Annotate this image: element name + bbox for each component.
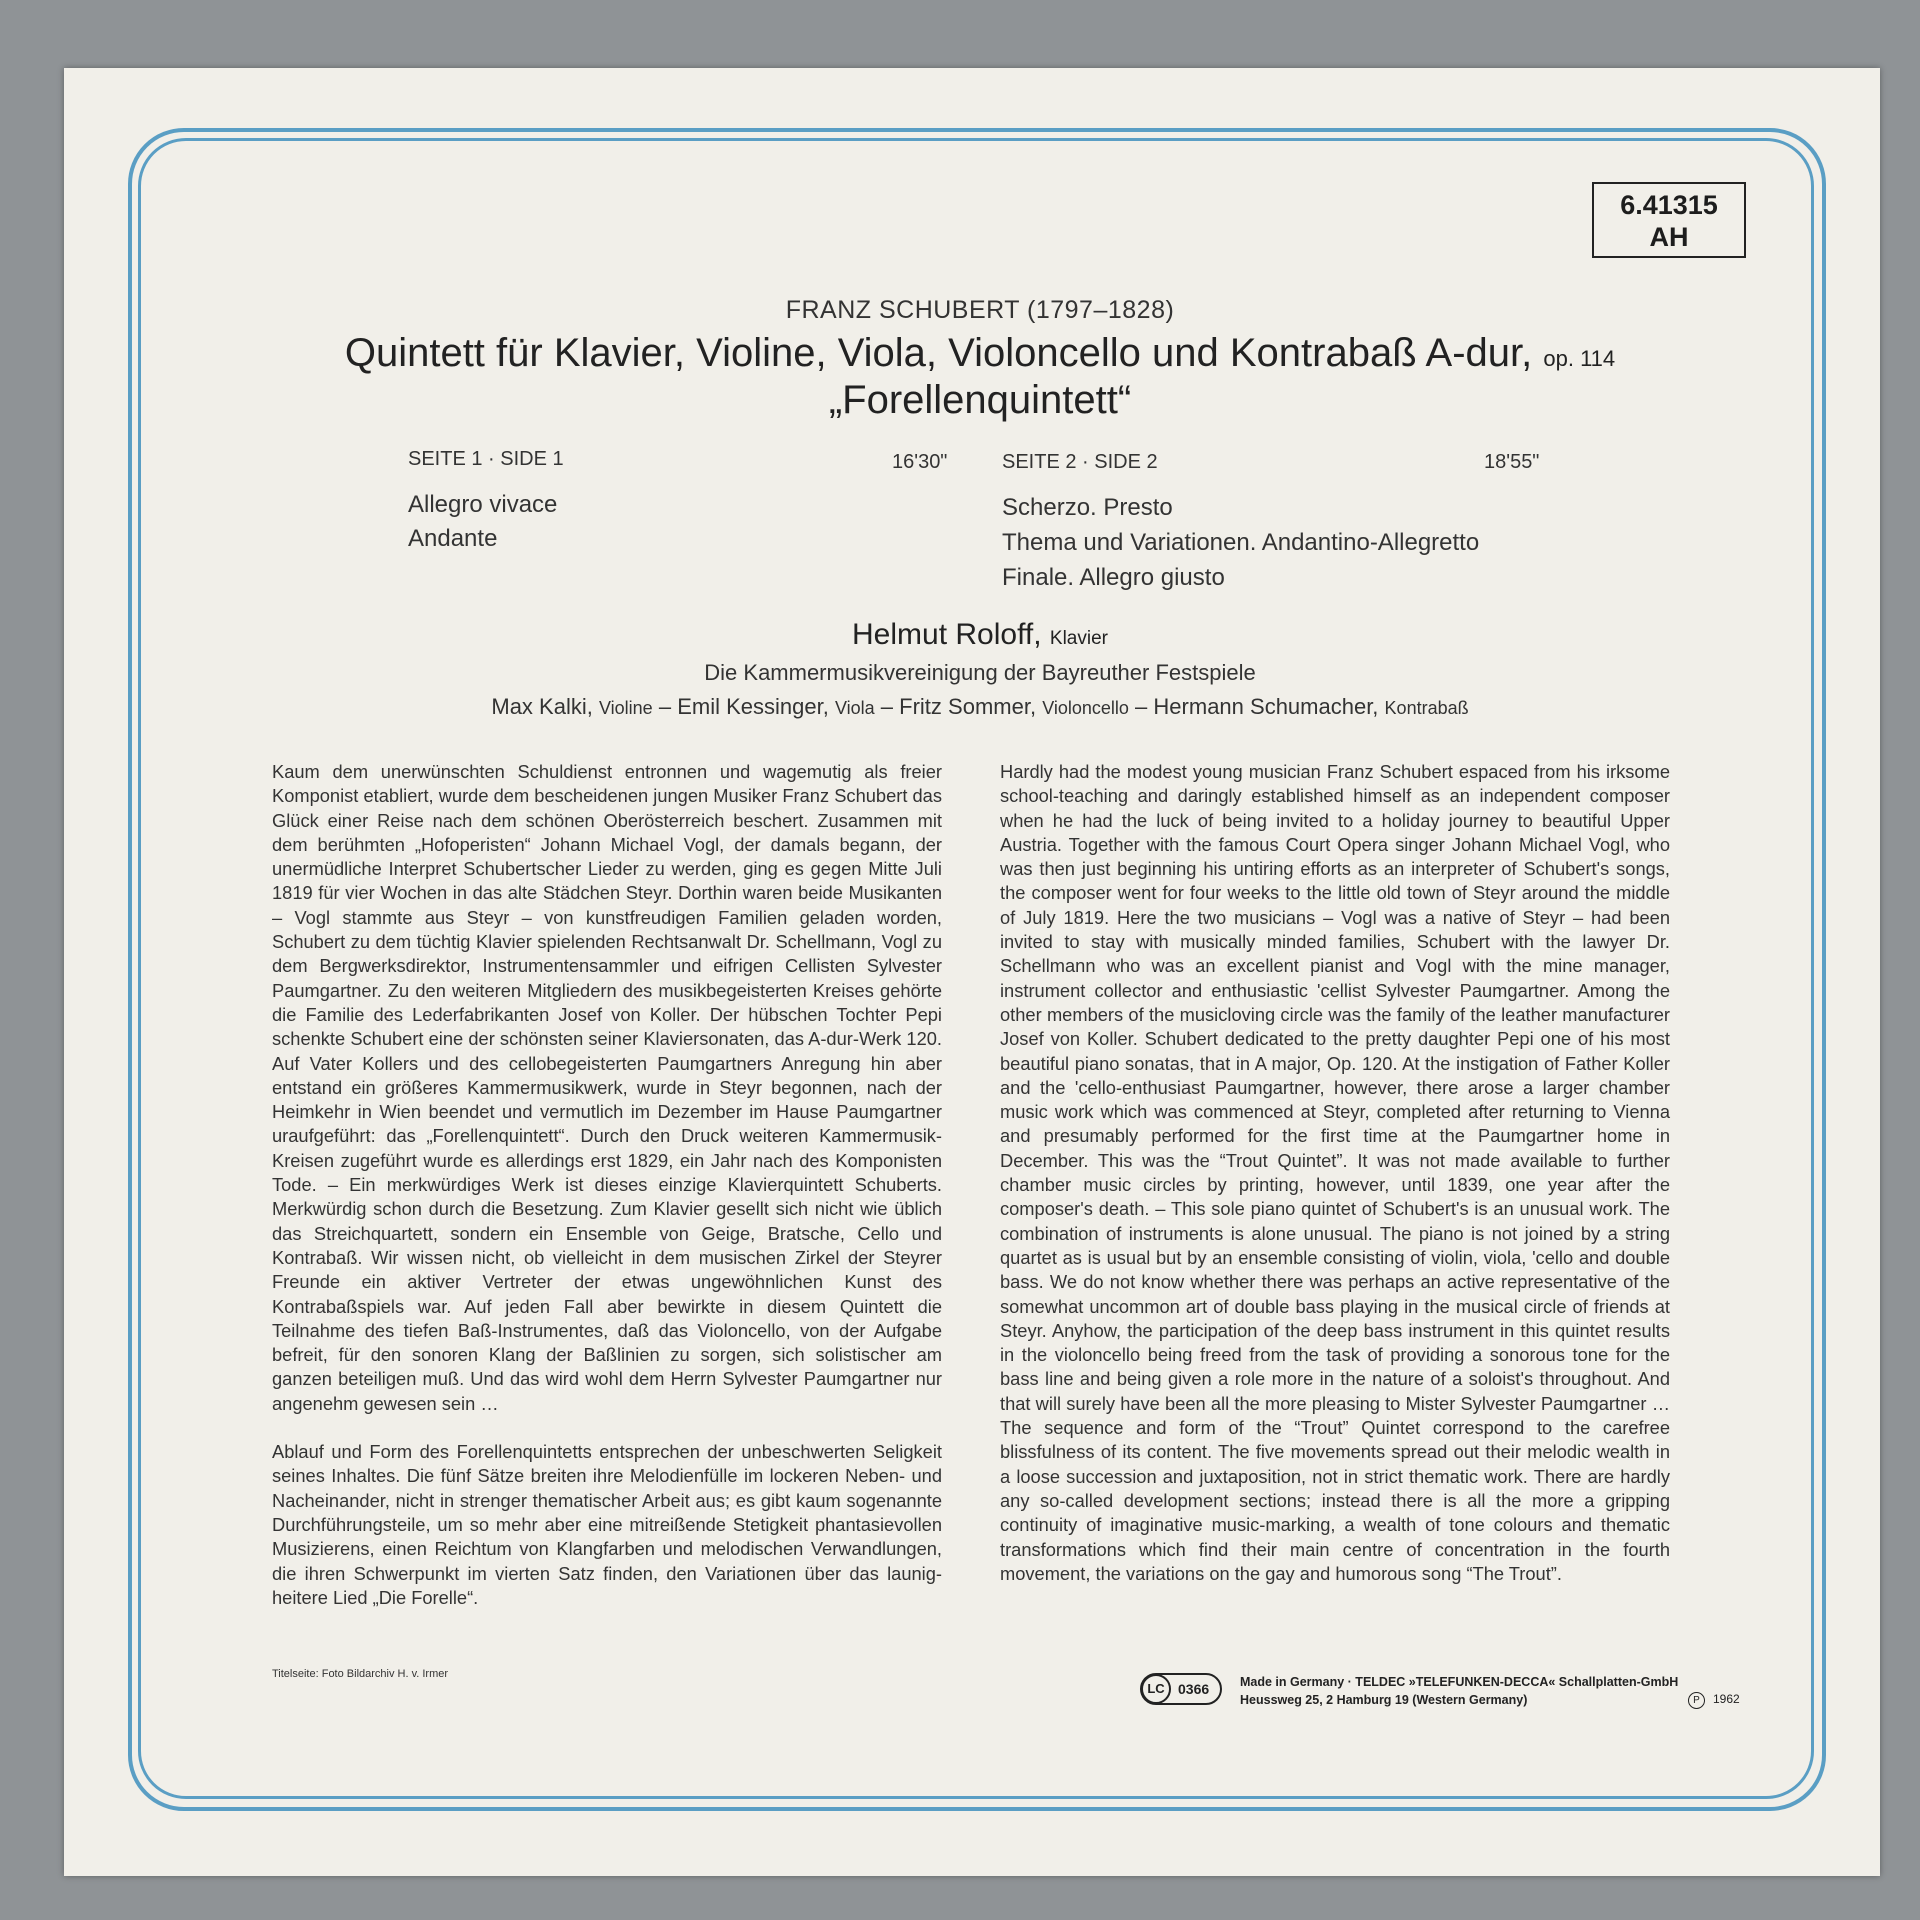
catalog-suffix: AH [1649,222,1689,252]
side1-movement: Andante [408,525,498,552]
separator: – [880,694,894,719]
phonogram-icon: P [1688,1692,1705,1709]
side1-duration: 16'30" [892,451,948,473]
member-role: Violine [598,698,653,718]
lc-number: 0366 [1178,1681,1210,1697]
side1-movement: Allegro vivace [408,491,558,518]
work-title [0,330,1920,382]
soloist [0,618,1920,652]
side1-header: SEITE 1 · SIDE 1 [408,448,564,470]
side2-header: SEITE 2 · SIDE 2 [1002,451,1158,473]
work-title-main: Quintett für Klavier, Violine, Viola, Violoncello und Kontrabaß A-dur, [344,331,1533,375]
side2-duration: 18'55" [1484,451,1540,473]
ensemble-members [0,694,1920,720]
composer: FRANZ SCHUBERT (1797–1828) [785,296,1175,324]
notes-paragraph: Ablauf und Form des Forellenquintetts entsprechen der unbeschwerten Seligkeit seines Inhaltes. Die fünf Sätze breiten ihre Melodienfülle im lockeren Neben- und Nacheinander, nicht in strenger thematischer Arbeit aus; es gibt kaum sogenannte Durchführungsteile, um so mehr aber eine mitreißende Stetigkeit phantasievollen Musizierens, einen Reichtum von Klangfarben und melodischen Verwandlungen, die ihren Schwerpunkt im vierten Satz finden, den Variationen über das launig-heitere Lied „Die Forelle“. [272,1441,942,1608]
label-code-badge [1140,1673,1222,1705]
member-name: Emil Kessinger, [677,694,829,719]
notes-german [272,760,942,1634]
member-name: Fritz Sommer, [899,694,1037,719]
label-line-2: Heussweg 25, 2 Hamburg 19 (Western Germany) [1240,1693,1528,1707]
side2-movement: Finale. Allegro giusto [1002,564,1225,591]
member-name: Max Kalki, [491,694,593,719]
lc-letters: LC [1141,1674,1171,1704]
side2-movement: Thema und Variationen. Andantino-Allegretto [1002,529,1480,556]
side2-movement: Scherzo. Presto [1002,494,1173,521]
member-name: Hermann Schumacher, [1153,694,1379,719]
work-subtitle: „Forellenquintett“ [828,378,1132,422]
notes-english [1000,760,1670,1610]
notes-paragraph: Kaum dem unerwünschten Schuldienst entronnen und wagemutig als freier Komponist etabliert, wurde dem bescheidenen jungen Musiker Franz Schubert das Glück einer Reise nach dem schönen Oberösterreich beschert. Zusammen mit dem berühmten „Hofoperisten“ Johann Michael Vogl, der damals begann, der unermüdliche Interpret Schubertscher Lieder zu werden, ging es gegen Mitte Juli 1819 für vier Wochen in das alte Städchen Steyr. Dorthin waren beide Musikanten – Vogl stammte aus Steyr – von kunstfreudigen Familien geladen worden, Schubert zu dem tüchtig Klavier spielenden Rechtsanwalt Dr. Schellmann, Vogl zu dem Bergwerksdirektor, Instrumentensammler und eifrigen Cellisten Sylvester Paumgartner. Zu den weiteren Mitgliedern des musikbegeisterten Kreises gehörte die Familie des Lederfabrikanten Josef von Koller. Der hübschen Tochter Pepi schenkte Schubert eine der schönsten seiner Klaviersonaten, das A-dur-Werk 120. Auf Vater Kollers und des cellobegeisterten Paumgartners Anregung hin aber entstand ein größeres Kammermusikwerk, wurde in Steyr begonnen, nach der Heimkehr in Wien beendet und vermutlich im Dezember im Hause Paumgartner uraufgeführt: das „Forellenquintett“. Durch den Druck weiteren Kammermusik-Kreisen zugeführt wurde es allerdings erst 1829, ein Jahr nach des Komponisten Tode. – Ein merkwürdiges Werk ist dieses einzige Klavierquintett Schuberts. Merkwürdig schon durch die Besetzung. Zum Klavier gesellt sich nicht wie üblich das Streichquartett, sondern ein Ensemble von Geige, Bratsche, Cello und Kontrabaß. Wir wissen nicht, ob vielleicht in dem musischen Zirkel der Steyrer Freunde ein aktiver Vertreter der etwas ungewöhnlichen Kunst des Kontrabaßspiels war. Auf jeden Fall aber bewirkte in diesem Quintett die Teilnahme des tiefen Baß-Instrumentes, daß das Violoncello, von der Aufgabe befreit, für den sonoren Klang der Baßlinien zu sorgen, sich solistischer am ganzen beteiligen muß. Und das wird wohl dem Herrn Sylvester Paumgartner nur angenehm gewesen sein … [272,761,942,1414]
ensemble-name: Die Kammermusikvereinigung der Bayreuther Festspiele [704,660,1256,685]
opus-number: op. 114 [1543,346,1616,371]
soloist-name: Helmut Roloff, [852,618,1042,651]
notes-paragraph: Hardly had the modest young musician Franz Schubert espaced from his irksome school-teaching and daringly established himself as an independent composer when he had the luck of being invited to a holiday journey to beautiful Upper Austria. Together with the famous Court Opera singer Johann Michael Vogl, who was then just beginning his untiring efforts as an interpreter of Schubert's songs, the composer went for four weeks to the little old town of Steyr around the middle of July 1819. Here the two musicians – Vogl was a native of Steyr – had been invited to stay with musically minded families, Schubert with the lawyer Dr. Schellmann who was an excellent pianist and Vogl with the mine manager, instrument collector and enthusiastic 'cellist Sylvester Paumgartner. Among the other members of the musicloving circle was the family of the leather manufacturer Josef von Koller. Schubert dedicated to the pretty daughter Pepi one of his most beautiful piano sonatas, that in A major, Op. 120. At the instigation of Father Koller and the 'cello-enthusiast Paumgartner, however, there arose a larger chamber music work which was commenced at Steyr, completed after returning to Vienna and presumably performed for the first time at the Paumgartner home in December. This was the “Trout Quintet”. It was not made available to further chamber music circles by printing, however, until 1839, one year after the composer's death. – This sole piano quintet of Schubert's is an unusual work. The combination of instruments is alone unusual. The piano is not joined by a string quartet as is usual but by an ensemble consisting of violin, viola, 'cello and double bass. We do not know whether there was perhaps an active representative of the somewhat uncommon art of double bass playing in the musical circle of friends at Steyr. Anyhow, the participation of the deep bass instrument in this quintet results in the violoncello being freed from the task of providing a sonorous tone for the bass line and being given a role more in the nature of a soloist's throughout. And that will surely have been all the more pleasing to Mister Sylvester Paumgartner … The sequence and form of the “Trout” Quintet correspond to the carefree blissfulness of its content. The five movements spread out their melodic wealth in a loose succession and juxtaposition, not in strict thematic work. There are hardly any so-called development sections; instead there is all the more a gripping continuity of imaginative music-marking, a wealth of tone colours and thematic transformations which find their main centre of concentration in the fourth movement, the variations on the gay and humorous song “The Trout”. [1000,761,1670,1584]
member-role: Violoncello [1042,698,1129,718]
label-line-1: Made in Germany · TELDEC »TELEFUNKEN-DECCA« Schallplatten-GmbH [1240,1675,1679,1689]
year: 1962 [1713,1692,1740,1706]
photo-credit: Titelseite: Foto Bildarchiv H. v. Irmer [272,1668,449,1680]
soloist-role: Klavier [1049,628,1108,649]
member-role: Viola [834,698,875,718]
catalog-number-box [1592,182,1746,258]
separator: – [1135,694,1148,719]
label-info [1240,1673,1678,1709]
phonogram-year [1688,1692,1740,1709]
separator: – [658,694,672,719]
catalog-number: 6.41315 [1620,190,1718,220]
member-role: Kontrabaß [1384,698,1469,718]
